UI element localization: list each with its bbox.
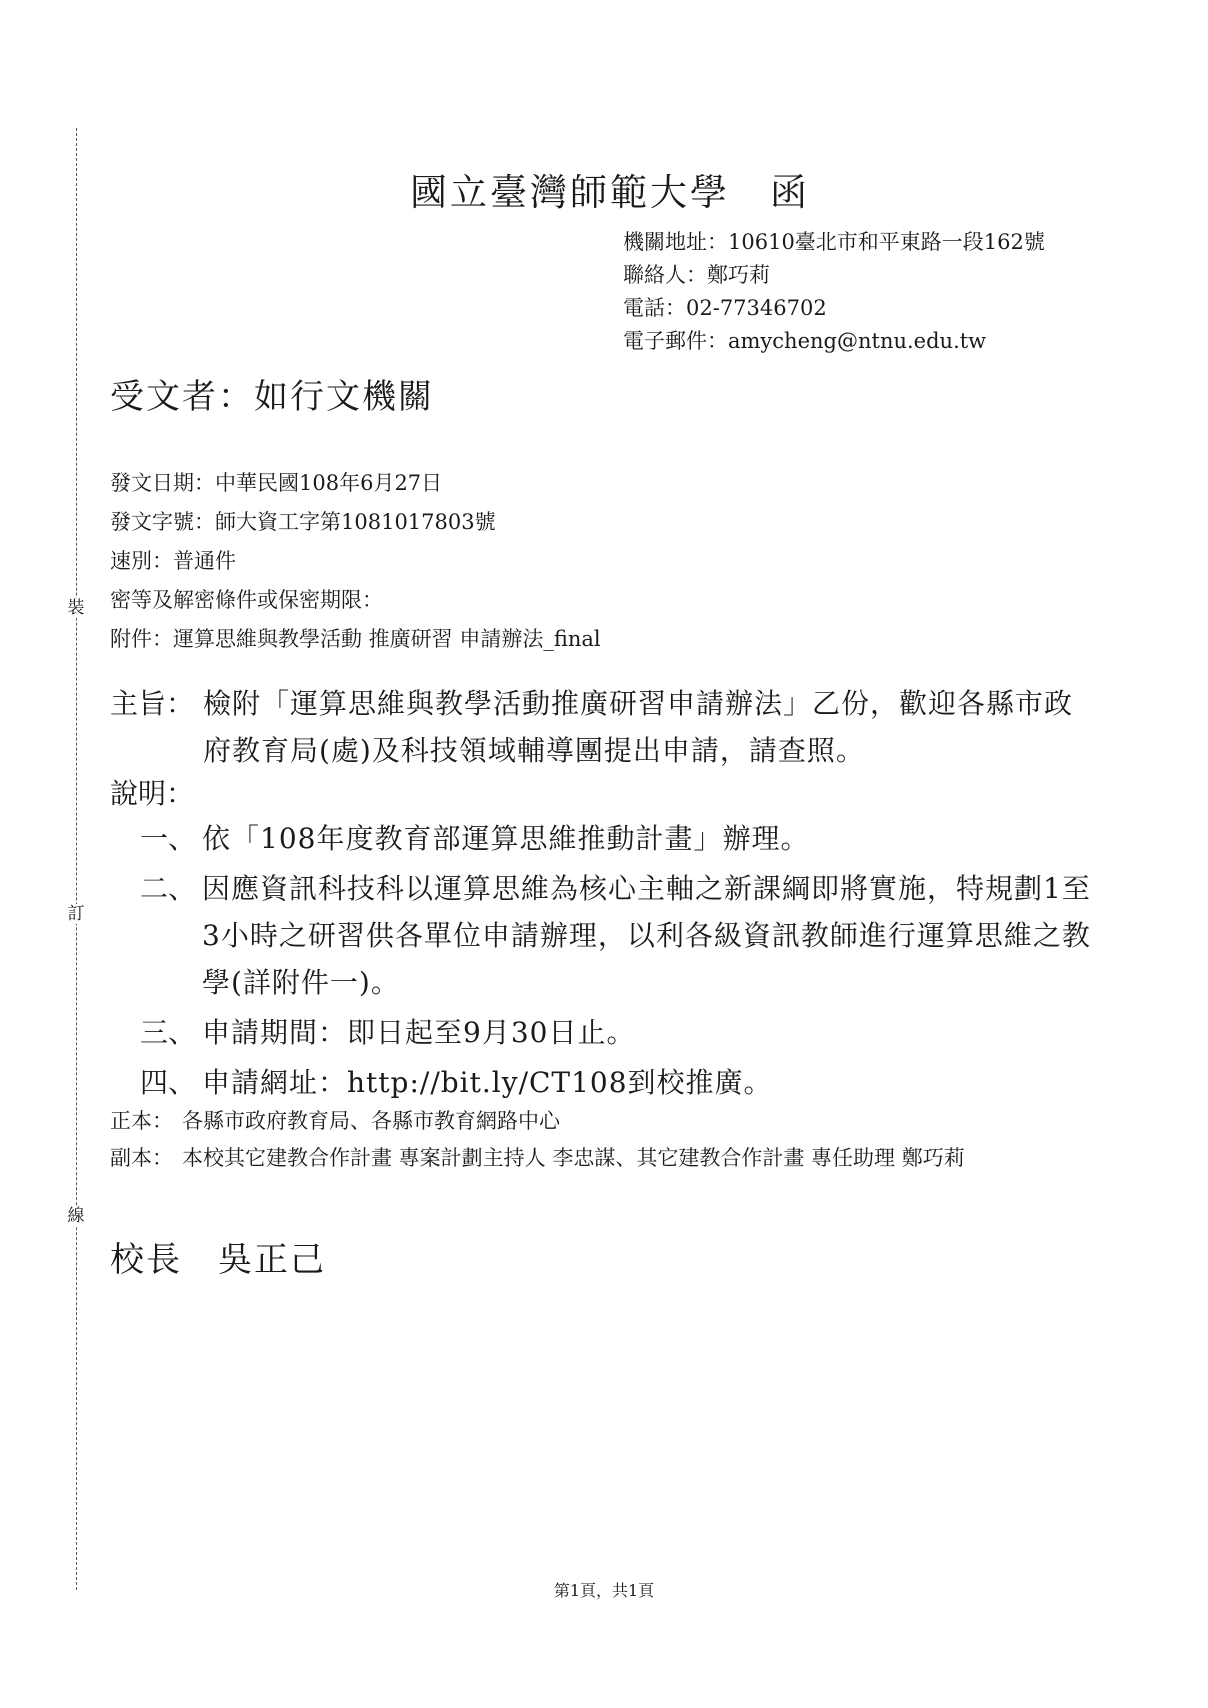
item-text: 申請期間：即日起至9月30日止。: [202, 1016, 636, 1049]
contact-block: [623, 226, 1045, 358]
item-number: 二、: [140, 872, 197, 905]
page-number: 第1頁，共1頁: [553, 1581, 655, 1600]
contact-phone: 電話：02-77346702: [623, 296, 827, 320]
subject-label: 主旨：: [110, 687, 195, 720]
copy-value: 本校其它建教合作計畫 專案計劃主持人 李忠謀、其它建教合作計畫 專任助理 鄭巧莉: [182, 1146, 965, 1170]
document-title: 國立臺灣師範大學 函: [410, 171, 810, 214]
classification: 密等及解密條件或保密期限：: [110, 588, 383, 612]
document-number: 發文字號：師大資工字第1081017803號: [110, 510, 496, 534]
meta-block: [110, 464, 601, 659]
list-item: [140, 865, 1100, 1006]
binding-dashed-line: [76, 128, 77, 1590]
original-value: 各縣市政府教育局、各縣市教育網路中心: [182, 1109, 560, 1133]
item-text: 依「108年度教育部運算思維推動計畫」辦理。: [202, 822, 810, 855]
item-number: 三、: [140, 1016, 197, 1049]
binding-mark-xian: 線: [67, 1206, 85, 1226]
subject-text: 檢附「運算思維與教學活動推廣研習申請辦法」乙份，歡迎各縣市政府教育局(處)及科技領域輔導團提出申請，請查照。: [203, 687, 1074, 767]
delivery-speed: 速別：普通件: [110, 549, 236, 573]
distribution-block: [110, 1110, 1100, 1184]
signature: 校長 吳正己: [110, 1240, 326, 1280]
list-item: [140, 1059, 1100, 1106]
issue-date: 發文日期：中華民國108年6月27日: [110, 471, 443, 495]
list-item: [140, 815, 1100, 862]
attachment: 附件：運算思維與教學活動 推廣研習 申請辦法_final: [110, 627, 601, 651]
binding-mark-ding: 訂: [67, 904, 85, 924]
copy-label: 副本：: [110, 1146, 173, 1170]
item-text: 申請網址：http://bit.ly/CT108到校推廣。: [202, 1066, 773, 1099]
original-label: 正本：: [110, 1109, 173, 1133]
item-number: 四、: [140, 1066, 197, 1099]
recipient: 受文者：如行文機關: [110, 377, 434, 417]
binding-mark-zhuang: 裝: [67, 598, 85, 618]
explanation-list: [140, 815, 1100, 1109]
list-item: [140, 1009, 1100, 1056]
copy-recipients: [110, 1147, 1100, 1170]
agency-address: 機關地址：10610臺北市和平東路一段162號: [623, 230, 1045, 254]
subject-section: [110, 680, 1100, 774]
item-number: 一、: [140, 822, 197, 855]
contact-person: 聯絡人：鄭巧莉: [623, 263, 770, 287]
item-text: 因應資訊科技科以運算思維為核心主軸之新課綱即將實施，特規劃1至3小時之研習供各單位申請辦理，以利各級資訊教師進行運算思維之教學(詳附件一)。: [202, 872, 1091, 999]
explanation-label: 說明：: [110, 777, 195, 810]
original-recipients: [110, 1110, 1100, 1133]
contact-email: 電子郵件：amycheng@ntnu.edu.tw: [623, 329, 987, 353]
